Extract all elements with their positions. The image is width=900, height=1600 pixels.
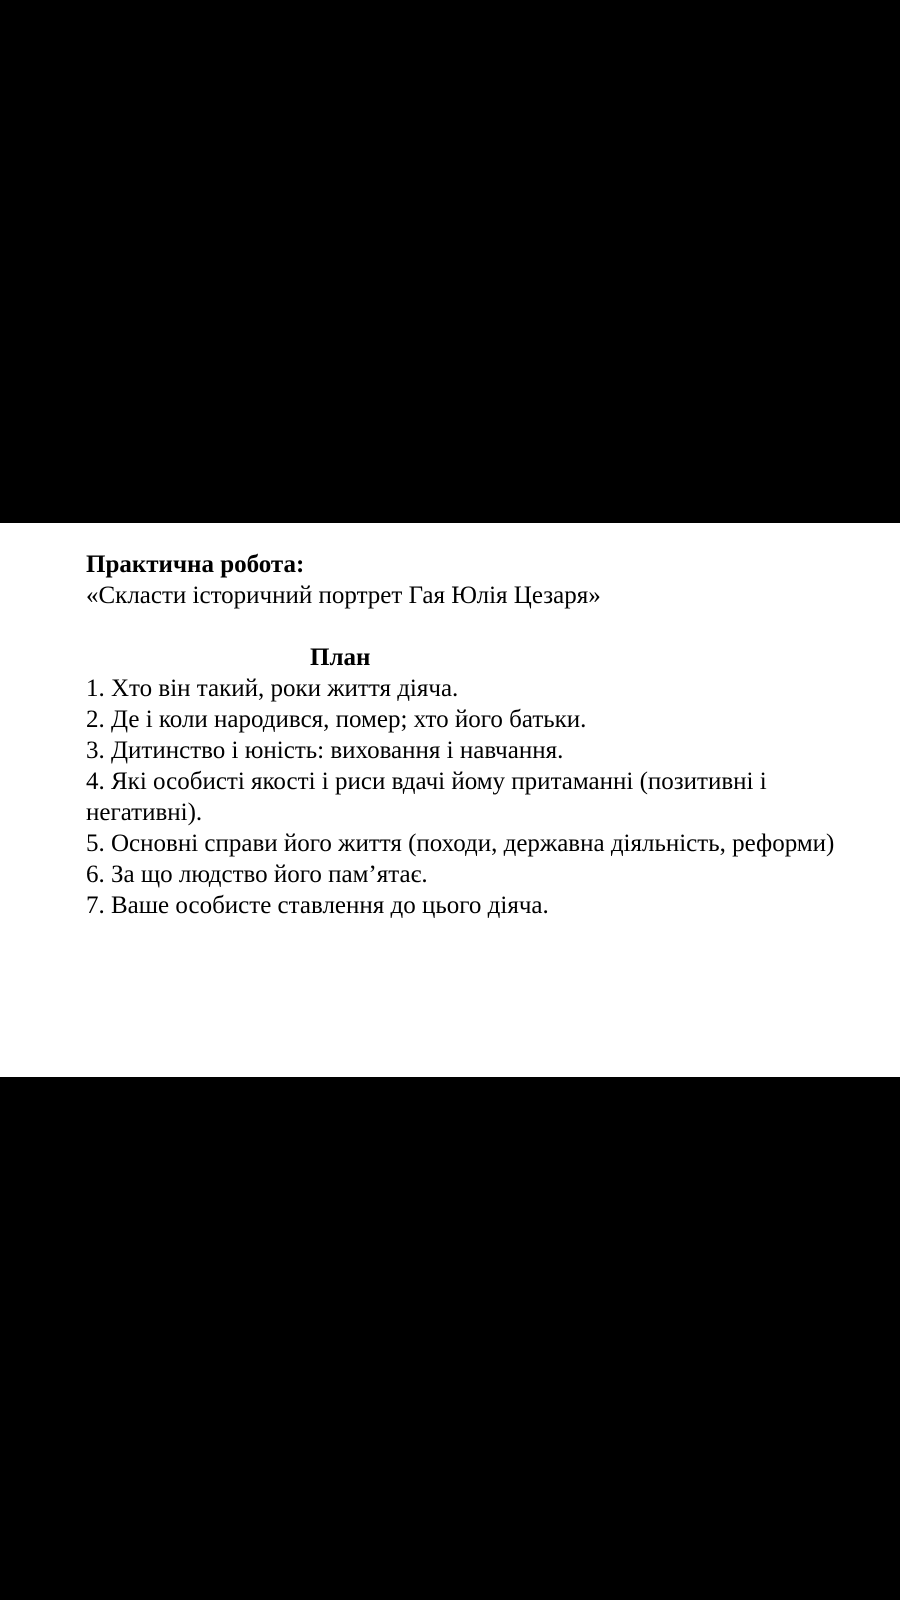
blank-line <box>86 611 846 642</box>
document-page <box>0 523 900 1077</box>
plan-heading: План <box>310 644 371 671</box>
document-content <box>86 549 846 921</box>
document-title: Практична робота: <box>86 551 305 578</box>
plan-item: 4. Які особисті якості і риси вдачі йому притаманні (позитивні і негативні). <box>86 768 767 826</box>
plan-item: 3. Дитинство і юність: виховання і навчання. <box>86 737 564 764</box>
plan-item: 1. Хто він такий, роки життя діяча. <box>86 675 459 702</box>
plan-item: 6. За що людство його пам’ятає. <box>86 861 428 888</box>
plan-item: 5. Основні справи його життя (походи, державна діяльність, реформи) <box>86 830 835 857</box>
plan-item: 7. Ваше особисте ставлення до цього діяча. <box>86 892 549 919</box>
plan-item: 2. Де і коли народився, помер; хто його батьки. <box>86 706 587 733</box>
document-subtitle: «Скласти історичний портрет Гая Юлія Цезаря» <box>86 582 601 609</box>
plan-list <box>86 673 846 921</box>
